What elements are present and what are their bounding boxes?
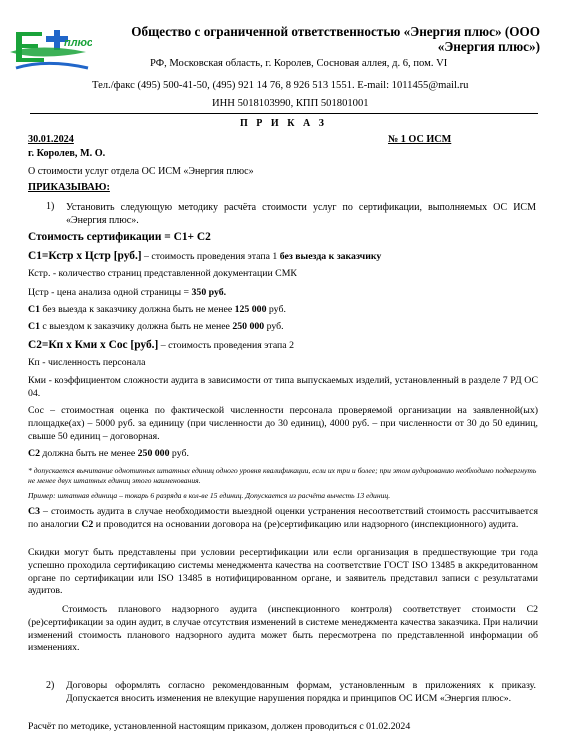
planned-audit-paragraph: Стоимость планового надзорного аудита (инспекционного контроля) соответствует стоимости С2 (ре)сертификации за один аудит, в случае отсутствия изменений в системе менеджмента качества заказчика. При наличии изменений стоимость планового надзорного аудита может быть пересмотрена по представленной информации об изменениях. [28, 604, 538, 654]
c2-min-line [28, 448, 538, 461]
item-2-number: 2) [46, 680, 55, 691]
kp-line: Кп - численность персонала [28, 357, 146, 368]
company-name [84, 24, 540, 54]
c2-desc: – стоимость проведения этапа 2 [158, 340, 294, 351]
document-city: г. Королев, М. О. [28, 148, 106, 159]
c2-min-unit: руб. [169, 448, 189, 459]
kstr-line: Кстр. - количество страниц представленной документации СМК [28, 268, 297, 279]
c2-min-text: должна быть не менее [39, 448, 138, 459]
c2-formula: С2=Кп х Кми х Сос [руб.] [28, 339, 159, 351]
cost-formula: Стоимость сертификации = С1+ С2 [28, 231, 211, 243]
c2-min-prefix: С2 [28, 448, 40, 459]
item-2-text: Договоры оформлять согласно рекомендованным формам, установленным в приложениях к приказу. Допускается вносить изменения не влекущие нарушения порядка и принципов ОС ИСМ «Энергия плюс». [66, 680, 536, 704]
header-divider [30, 113, 538, 114]
discount-paragraph: Скидки могут быть представлены при условии ресертификации или если организация в предшествующие три года успешно проходила сертификацию системы менеджмента качества на соответствие ГОСТ ISO 13485 в аккредитованном органе по сертификации или ISO 13485 в нотифицированном органе, и заявитель представил записи с результатами аудитов. [28, 547, 538, 597]
company-address: РФ, Московская область, г. Королев, Сосновая аллея, д. 6, пом. VI [150, 58, 448, 69]
c1-formula-line [28, 250, 538, 264]
c1-min-no-visit [28, 304, 538, 317]
company-name-line1: Общество с ограниченной ответственностью «Энергия плюс» (ООО [131, 24, 540, 39]
c1-desc-bold: без выезда к заказчику [279, 251, 382, 262]
c1-min2-prefix: С1 [28, 321, 40, 332]
c1-min1-text: без выезда к заказчику должна быть не менее [39, 304, 235, 315]
c1-min2-value: 250 000 [232, 321, 265, 332]
company-phones: Тел./факс (495) 500-41-50, (495) 921 14 76, 8 926 513 1551. E-mail: 1011455@mail.ru [92, 80, 469, 91]
c1-desc: – стоимость проведения этапа 1 [141, 251, 280, 262]
c3-prefix: С3 [28, 506, 40, 517]
tsstr-value: 350 руб. [191, 287, 227, 298]
c3-text2: и проводится на основании договора на (ре)сертификацию или надзорного (инспекционного) аудита. [93, 518, 519, 530]
c2-min-value: 250 000 [137, 448, 170, 459]
company-name-line2: «Энергия плюс») [437, 39, 540, 54]
c1-min2-text: с выездом к заказчику должна быть не менее [39, 321, 233, 332]
item-1-text: Установить следующую методику расчёта стоимости услуг по сертификации, выполняемых ОС ИСМ «Энергия плюс». [66, 202, 536, 226]
company-logo [6, 28, 92, 78]
c3-ref: С2 [81, 518, 94, 530]
c1-min1-unit: руб. [266, 304, 286, 315]
item-1-number: 1) [46, 201, 55, 212]
c2-formula-line [28, 339, 538, 353]
c1-min2-unit: руб. [264, 321, 284, 332]
company-inn: ИНН 5018103990, КПП 501801001 [212, 98, 369, 109]
final-line: Расчёт по методике, установленной настоящим приказом, должен проводиться с 01.02.2024 [28, 721, 411, 732]
svg-text:плюс: плюс [64, 37, 92, 49]
document-title: П Р И К А З [240, 118, 327, 129]
c1-min1-value: 125 000 [234, 304, 267, 315]
document-date: 30.01.2024 [28, 134, 74, 145]
tsstr-line [28, 287, 538, 300]
tsstr-prefix: Цстр - цена анализа одной страницы = [28, 287, 192, 298]
c1-formula: С1=Кстр х Цстр [руб.] [28, 250, 142, 262]
kmi-line: Кми - коэффициентом сложности аудита в зависимости от типа выпускаемых изделий, установленный в разделе 7 РД ОС 04. [28, 375, 538, 399]
c1-min1-prefix: С1 [28, 304, 40, 315]
c1-min-visit [28, 321, 538, 334]
document-subject: О стоимости услуг отдела ОС ИСМ «Энергия плюс» [28, 166, 254, 177]
document-number: № 1 ОС ИСМ [388, 134, 452, 145]
c3-paragraph [28, 506, 538, 532]
order-heading: ПРИКАЗЫВАЮ: [28, 182, 110, 193]
sos-line: Сос – стоимостная оценка по фактической численности персонала проверяемой организации на заявленной(ых) площадке(ах) – 5000 руб. за единицу (при численности до 30 единиц), 4000 руб. – при численности от 30 до 50 единиц, свыше 50 единиц – договорная. [28, 405, 538, 442]
footnote-deduction: * допускается вычитание однотипных штатных единиц одного уровня квалификации, если их три и более; при этом аудированию необходимо подвергнуть не менее двух штатных единиц этого наименования. [28, 466, 537, 485]
c3-text: – стоимость аудита в случае необходимости выездной оценки устранения несоответствий стоимость рассчитывается по аналогии [28, 506, 538, 530]
footnote-example: Пример: штатная единица – токарь 6 разряда в кол-ве 15 единиц. Допускается из расчёта вычесть 13 единиц. [28, 491, 391, 500]
